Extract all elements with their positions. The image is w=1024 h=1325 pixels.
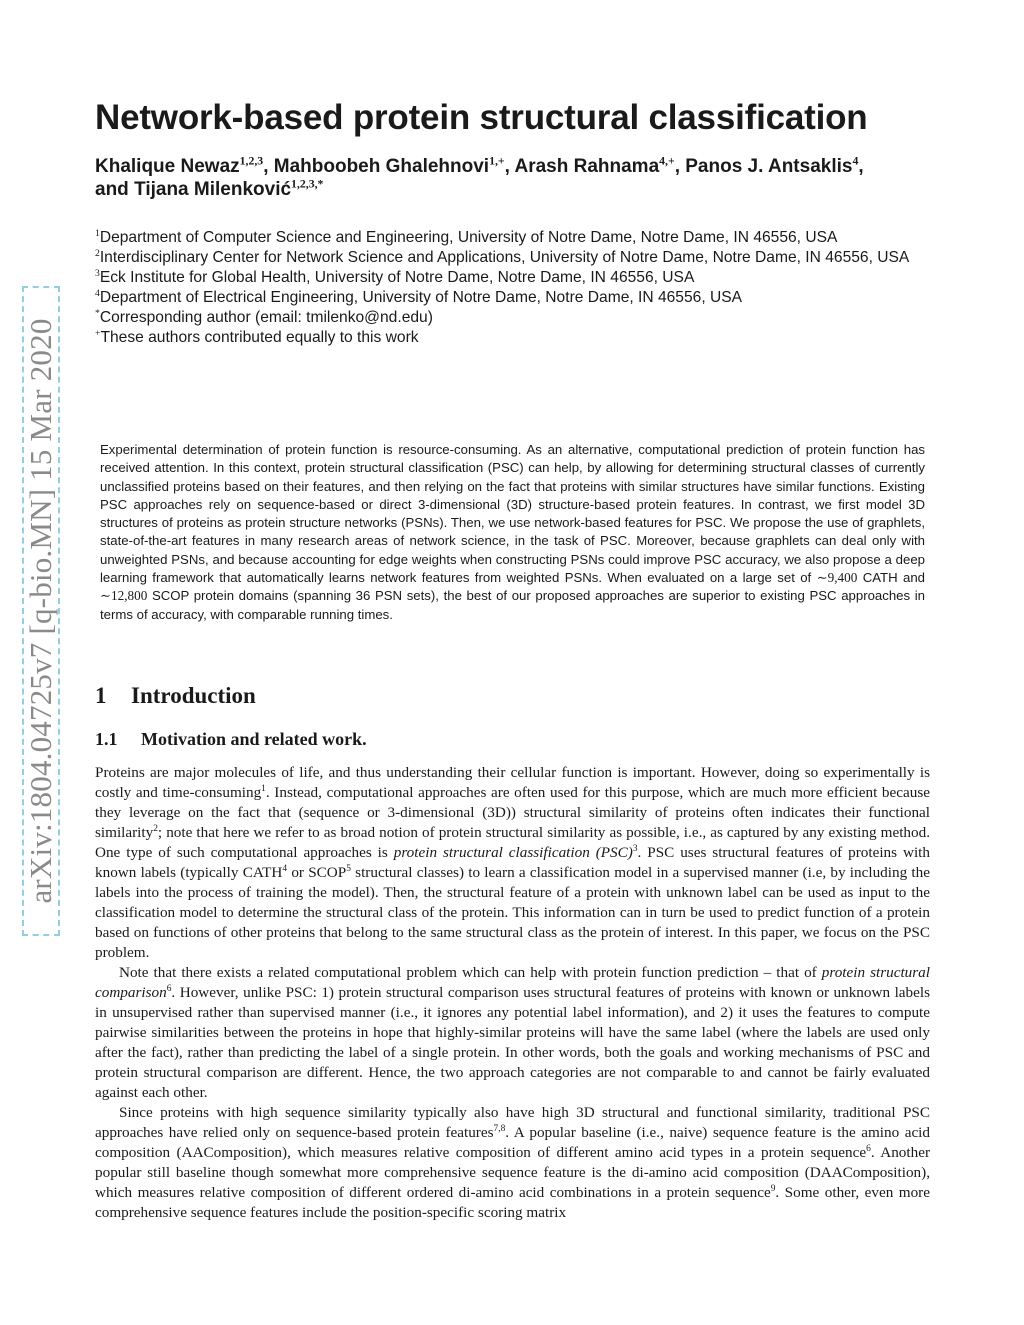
citation-ref: 2 [153,823,158,834]
citation-ref: 6 [166,983,172,994]
text: Proteins are major molecules of life, and thus understanding their cellular function is important. However, doing so experimentally is costly and time-consuming [95,764,930,801]
affiliation-text: Department of Electrical Engineering, University of Notre Dame, Notre Dame, IN 46556, USA [99,289,743,306]
affiliation-text: Corresponding author (email: tmilenko@nd.edu) [99,309,433,326]
author-name: Khalique Newaz [95,156,240,177]
text: structural classes) to learn a classification model in a supervised manner (i.e, by including the labels into the process of training the model). Then, the structural feature of a protein with unknown label can be used as input to the classification model to determine the structural class of the protein. This information can in turn be used to predict function of a protein based on functions of other proteins that belong to the same structural class as the protein of interest. In this paper, we focus on the PSC problem. [95,864,930,961]
author-affil-mark: 4 [852,154,859,168]
author-affil-mark: 1,2,3,* [291,177,324,191]
affiliation-mark: 2 [95,247,100,259]
affiliation-text: Department of Computer Science and Engineering, University of Notre Dame, Notre Dame, IN 46556, USA [99,229,838,246]
author-name: Mahboobeh Ghalehnovi [273,156,490,177]
affiliation-mark: 4 [95,287,100,299]
subsection-heading [95,729,367,750]
citation-ref: 6 [866,1143,871,1154]
text: or SCOP [287,864,347,881]
citation-ref: 9 [770,1183,776,1194]
citation-ref: 7,8 [493,1123,506,1134]
affiliation-text: Interdisciplinary Center for Network Science and Applications, University of Notre Dame, Notre Dame, IN 46556, USA [99,249,910,266]
text: Since proteins with high sequence similarity typically also have high 3D structural and functional similarity, traditional PSC approaches have relied only on sequence-based protein features [95,1104,930,1141]
emphasis: protein structural classification (PSC) [393,844,633,861]
affiliation-text: These authors contributed equally to this work [100,329,419,346]
emphasis: protein structural comparison [95,964,930,1001]
citation-ref: 1 [261,783,266,794]
author-name: Panos J. Antsaklis [685,156,853,177]
abstract-text: SCOP protein domains (spanning 36 PSN sets), the best of our proposed approaches are superior to existing PSC approaches in terms of accuracy, with comparable running times. [100,588,925,622]
affiliation-item [95,328,935,348]
text: . However, unlike PSC: 1) protein structural comparison uses structural features of proteins with known or unknown labels in unsupervised rather than supervised manner (i.e., it ignores any potential label information), and 2) it uses the features to compute pairwise similarities between the proteins in hope that highly-similar proteins will have the same label (where the labels are used only after the fact), rather than predicting the label of a single protein. In other words, both the goals and working mechanisms of PSC and protein structural comparison are different. Hence, the two approach categories are not comparable to and cannot be fairly evaluated against each other. [95,984,930,1101]
conjunction: and [95,179,135,200]
affiliation-item [95,248,935,268]
citation-ref: 3 [632,843,638,854]
affiliation-mark: + [95,327,101,339]
author-name: Arash Rahnama [514,156,660,177]
affiliation-text: Eck Institute for Global Health, University of Notre Dame, Notre Dame, IN 46556, USA [99,269,695,286]
section-number: 1 [95,683,107,708]
author-affil-mark: 1,2,3 [239,154,264,168]
body-text [95,763,930,1223]
author-name: Tijana Milenković [134,179,292,200]
text: . A popular baseline (i.e., naive) sequence feature is the amino acid composition (AAComposition), which measures relative composition of different amino acid types in a protein sequence [95,1124,930,1161]
affiliation-mark: 1 [95,227,100,239]
separator: , [263,156,274,177]
separator: , [858,156,864,177]
separator: , [674,156,686,177]
affiliation-item [95,228,935,248]
separator: , [504,156,515,177]
subsection-title: Motivation and related work. [141,729,367,749]
paper-title: Network-based protein structural classification [95,98,868,137]
citation-ref: 4 [282,863,288,874]
cath-count: ∼9,400 [816,570,858,586]
abstract-text: Experimental determination of protein function is resource-consuming. As an alternative, computational prediction of protein function has received attention. In this context, protein structural classification (PSC) can help, by allowing for determining structural classes of currently unclassified proteins based on their features, and then relying on the fact that proteins with similar structures have similar functions. Existing PSC approaches rely on sequence-based or direct 3-dimensional (3D) structure-based protein features. In contrast, we first model 3D structures of proteins as protein structure networks (PSNs). Then, we use network-based features for PSC. We propose the use of graphlets, state-of-the-art features in many research areas of network science, in the task of PSC. Moreover, because graphlets can deal only with unweighted PSNs, and because accounting for edge weights when constructing PSNs could improve PSC accuracy, we also propose a deep learning framework that automatically learns network features from weighted PSNs. When evaluated on a large set of [100,442,925,586]
author-affil-mark: 4,+ [659,154,675,168]
citation-ref: 5 [346,863,351,874]
affiliation-mark: 3 [95,267,100,279]
section-title: Introduction [131,683,256,708]
text: ; note that here we refer to as broad notion of protein structural similarity as possible, i.e., as captured by any existing method. One type of such computational approaches is [95,824,930,861]
scop-count: ∼12,800 [100,588,148,604]
paragraph [95,1103,930,1223]
text: . PSC uses structural features of proteins with known labels (typically CATH [95,844,930,881]
abstract [100,441,925,624]
text: Note that there exists a related computational problem which can help with protein function prediction – that of [119,964,822,981]
affiliation-item [95,288,935,308]
affiliation-item [95,268,935,288]
affiliation-list [95,228,935,348]
section-heading [95,683,256,709]
arxiv-stamp: arXiv:1804.04725v7 [q-bio.MN] 15 Mar 2020 [22,286,60,936]
author-affil-mark: 1,+ [489,154,505,168]
paragraph [95,763,930,963]
text: . Some other, even more comprehensive sequence features include the position-specific scoring matrix [95,1184,930,1221]
subsection-number: 1.1 [95,729,118,749]
affiliation-item [95,308,935,328]
author-list [95,155,935,201]
abstract-text: CATH and [857,570,926,586]
paragraph [95,963,930,1103]
affiliation-mark: * [95,307,100,319]
text: . Another popular still baseline though somewhat more comprehensive sequence feature is the di-amino acid composition (DAAComposition), which measures relative composition of different ordered di-amino acid combinations in a protein sequence [95,1144,930,1201]
text: . Instead, computational approaches are often used for this purpose, which are much more efficient because they leverage on the fact that (sequence or 3-dimensional (3D)) structural similarity of proteins often indicates their functional similarity [95,784,930,841]
